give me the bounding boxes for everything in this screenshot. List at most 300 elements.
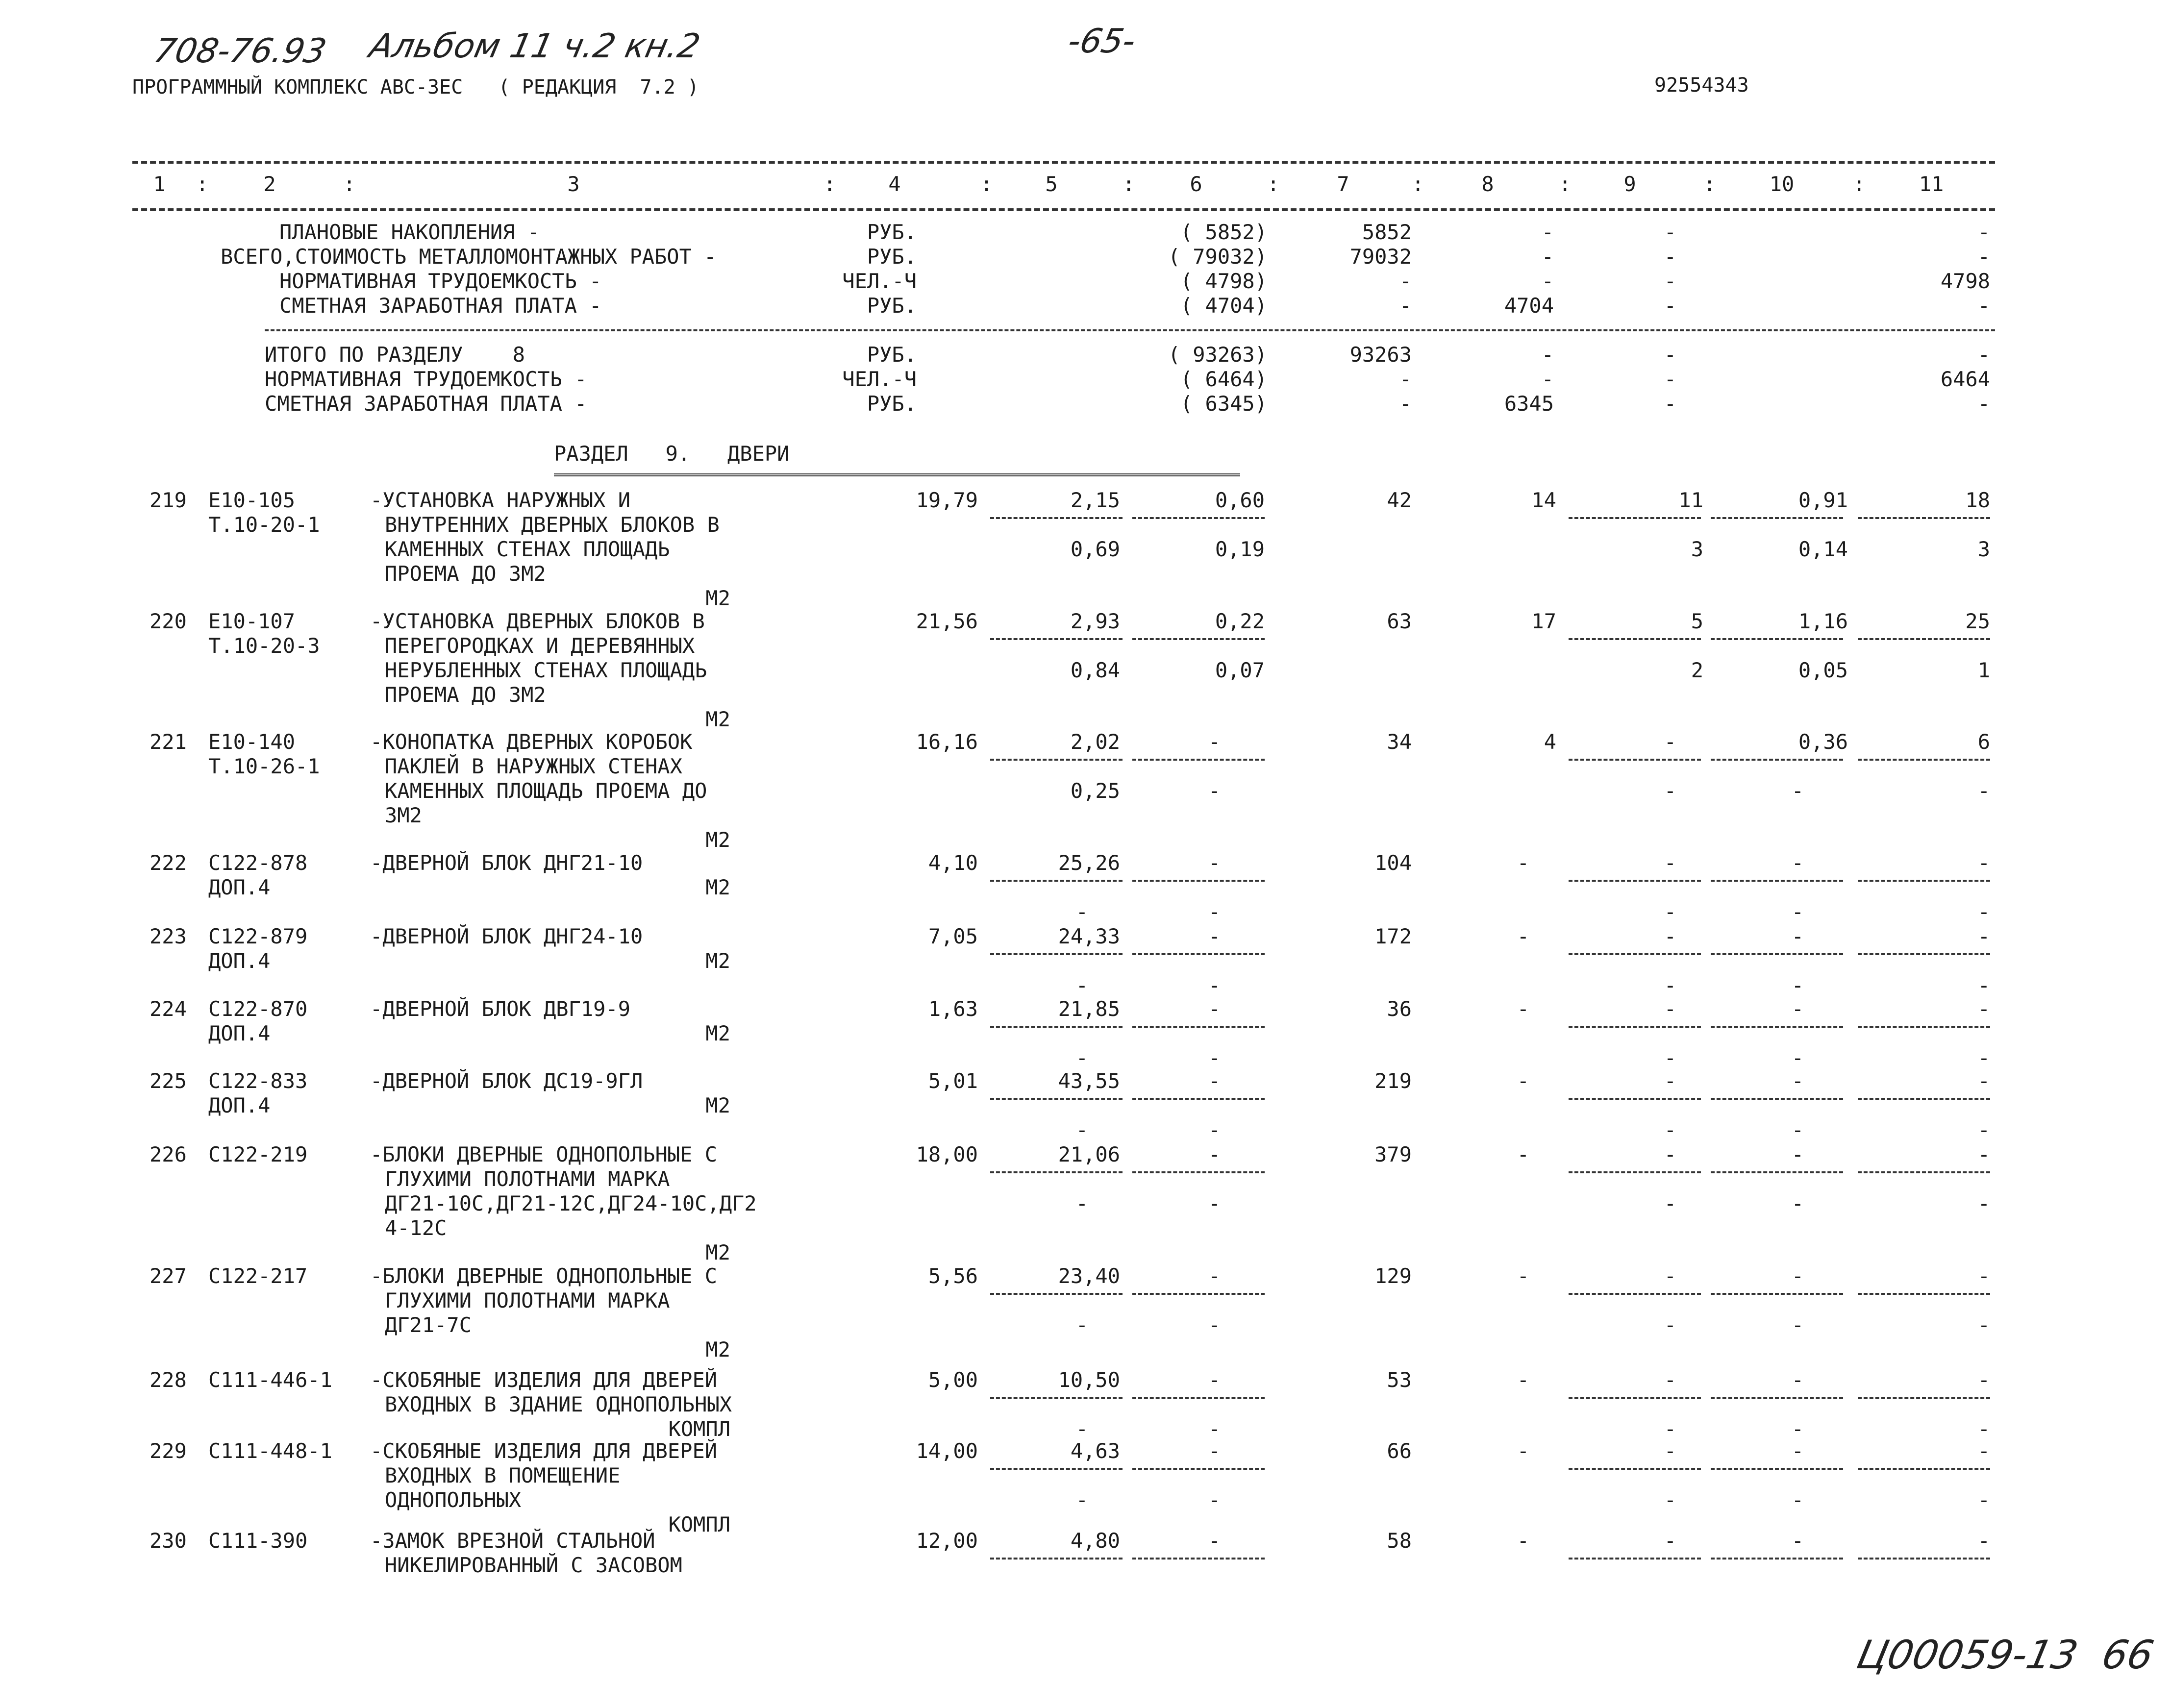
row-col10: 0,36 <box>1798 730 1848 754</box>
row-col6-sub: - <box>1208 1313 1221 1337</box>
summary-col6: ( 4704) <box>1180 294 1267 318</box>
row-col6-sub: - <box>1208 779 1221 803</box>
row-separator <box>990 880 1123 882</box>
row-number: 227 <box>150 1264 187 1288</box>
row-unit: М2 <box>705 828 730 852</box>
row-col8: - <box>1517 1529 1529 1553</box>
summary-col6: ( 4798) <box>1180 269 1267 293</box>
row-description-line: КАМЕННЫХ СТЕНАХ ПЛОЩАДЬ <box>385 537 670 561</box>
row-col11-sub: - <box>1977 1313 1990 1337</box>
row-separator <box>1858 517 1990 519</box>
row-col5-sub: - <box>1075 973 1088 997</box>
summary-unit: РУБ. <box>867 245 917 269</box>
row-col6: - <box>1208 730 1221 754</box>
row-col9: - <box>1664 1264 1676 1288</box>
row-separator <box>1569 953 1701 955</box>
section-title: РАЗДЕЛ 9. ДВЕРИ <box>554 442 790 466</box>
row-col8: - <box>1517 851 1529 875</box>
row-col9: 11 <box>1678 488 1703 512</box>
summary-unit: РУБ. <box>867 294 917 318</box>
row-description-line: НЕРУБЛЕННЫХ СТЕНАХ ПЛОЩАДЬ <box>385 658 707 682</box>
summary-col8: - <box>1541 343 1554 367</box>
row-separator <box>1858 1558 1990 1559</box>
row-col10: - <box>1791 1529 1804 1553</box>
footer-stamp: Ц00059-13 <box>1853 1632 2082 1678</box>
row-col11-sub: - <box>1977 1046 1990 1070</box>
row-col6: - <box>1208 851 1221 875</box>
row-separator <box>1711 1293 1843 1295</box>
row-unit: М2 <box>705 875 730 899</box>
row-separator <box>1858 638 1990 640</box>
summary-col8: 6345 <box>1504 392 1554 416</box>
row-code: С111-446-1 <box>208 1368 332 1392</box>
row-description-line: ОДНОПОЛЬНЫХ <box>385 1488 522 1512</box>
summary-col7: 5852 <box>1362 220 1412 244</box>
row-description-line: -БЛОКИ ДВЕРНЫЕ ОДНОПОЛЬНЫЕ С <box>370 1264 718 1288</box>
row-number: 230 <box>150 1529 187 1553</box>
row-col4: 5,00 <box>928 1368 978 1392</box>
row-col10-sub: - <box>1791 1118 1804 1142</box>
row-col9-sub: - <box>1664 1488 1676 1512</box>
row-number: 225 <box>150 1069 187 1093</box>
row-separator <box>1569 1293 1701 1295</box>
row-col11: 25 <box>1965 609 1990 633</box>
row-col4: 1,63 <box>928 997 978 1021</box>
column-header-8: 8 <box>1481 172 1494 196</box>
row-separator <box>1569 1468 1701 1470</box>
row-col4: 7,05 <box>928 924 978 948</box>
row-col9-sub: - <box>1664 900 1676 924</box>
row-code-2: ДОП.4 <box>208 875 271 899</box>
row-col8: - <box>1517 1439 1529 1463</box>
row-description-line: -ДВЕРНОЙ БЛОК ДС19-9ГЛ <box>370 1069 643 1093</box>
row-separator <box>990 1026 1123 1028</box>
row-col4: 16,16 <box>916 730 978 754</box>
row-code: Е10-105 <box>208 488 296 512</box>
row-separator <box>990 1397 1123 1399</box>
row-col7: 53 <box>1387 1368 1412 1392</box>
row-col9-sub: - <box>1664 1118 1676 1142</box>
row-col9-sub: - <box>1664 779 1676 803</box>
row-col6: - <box>1208 1264 1221 1288</box>
row-col6-sub: - <box>1208 1046 1221 1070</box>
row-col11-sub: 1 <box>1977 658 1990 682</box>
row-separator <box>1711 638 1843 640</box>
row-col10: - <box>1791 1264 1804 1288</box>
row-col10-sub: 0,05 <box>1798 658 1848 682</box>
row-code: С111-448-1 <box>208 1439 332 1463</box>
row-description-line: -СКОБЯНЫЕ ИЗДЕЛИЯ ДЛЯ ДВЕРЕЙ <box>370 1368 718 1392</box>
row-col5: 4,80 <box>1070 1529 1120 1553</box>
row-separator <box>1569 517 1701 519</box>
row-separator <box>990 953 1123 955</box>
row-col11: 18 <box>1965 488 1990 512</box>
row-number: 220 <box>150 609 187 633</box>
row-separator <box>990 1098 1123 1100</box>
row-unit: М2 <box>705 1093 730 1117</box>
row-code: С122-878 <box>208 851 308 875</box>
row-description-line: ГЛУХИМИ ПОЛОТНАМИ МАРКА <box>385 1288 670 1312</box>
summary-col8: 4704 <box>1504 294 1554 318</box>
row-col4: 14,00 <box>916 1439 978 1463</box>
row-unit: М2 <box>705 1021 730 1045</box>
summary-col6: ( 6464) <box>1180 367 1267 391</box>
row-number: 224 <box>150 997 187 1021</box>
row-separator <box>990 517 1123 519</box>
column-header-2: 2 <box>263 172 276 196</box>
summary-unit: РУБ. <box>867 220 917 244</box>
row-col10-sub: - <box>1791 1313 1804 1337</box>
row-col10-sub: - <box>1791 1046 1804 1070</box>
row-separator <box>1711 517 1843 519</box>
row-col10: 1,16 <box>1798 609 1848 633</box>
row-col5-sub: - <box>1075 1488 1088 1512</box>
column-divider: : <box>1703 172 1716 196</box>
row-col5: 2,15 <box>1070 488 1120 512</box>
summary-col7: - <box>1399 392 1412 416</box>
row-col5-sub: - <box>1075 1118 1088 1142</box>
row-col7: 58 <box>1387 1529 1412 1553</box>
row-col5-sub: - <box>1075 1191 1088 1215</box>
row-col6: - <box>1208 1439 1221 1463</box>
row-description-line: -ЗАМОК ВРЕЗНОЙ СТАЛЬНОЙ <box>370 1529 655 1553</box>
row-col9: - <box>1664 997 1676 1021</box>
row-code-2: ДОП.4 <box>208 1021 271 1045</box>
column-header-3: 3 <box>567 172 580 196</box>
row-col11: - <box>1977 1069 1990 1093</box>
row-separator <box>1711 1468 1843 1470</box>
row-col4: 5,01 <box>928 1069 978 1093</box>
summary-col9: - <box>1664 343 1676 367</box>
row-col5-sub: 0,69 <box>1070 537 1120 561</box>
row-col10: - <box>1791 924 1804 948</box>
row-description-line: ДГ21-7С <box>385 1313 472 1337</box>
row-col10: - <box>1791 1368 1804 1392</box>
column-divider: : <box>823 172 836 196</box>
summary-col9: - <box>1664 367 1676 391</box>
column-header-5: 5 <box>1045 172 1058 196</box>
row-col5: 43,55 <box>1058 1069 1120 1093</box>
row-unit: М2 <box>705 949 730 973</box>
row-col6-sub: - <box>1208 1488 1221 1512</box>
header-top-rule <box>132 161 1995 164</box>
row-col5-sub: - <box>1075 1313 1088 1337</box>
summary-col8: - <box>1541 245 1554 269</box>
row-col4: 4,10 <box>928 851 978 875</box>
row-description-line: -ДВЕРНОЙ БЛОК ДНГ24-10 <box>370 924 643 948</box>
row-description-line: ПЕРЕГОРОДКАХ И ДЕРЕВЯННЫХ <box>385 634 695 658</box>
album-title: Альбом 11 ч.2 кн.2 <box>366 27 704 66</box>
row-col10-sub: - <box>1791 779 1804 803</box>
row-separator <box>1858 880 1990 882</box>
row-separator <box>1132 1026 1265 1028</box>
row-col11: - <box>1977 1439 1990 1463</box>
row-col10: - <box>1791 997 1804 1021</box>
row-col11-sub: - <box>1977 1191 1990 1215</box>
row-description-line: ГЛУХИМИ ПОЛОТНАМИ МАРКА <box>385 1167 670 1191</box>
row-col7: 104 <box>1374 851 1412 875</box>
row-description-line: 3М2 <box>385 803 422 827</box>
summary-label: ВСЕГО,СТОИМОСТЬ МЕТАЛЛОМОНТАЖНЫХ РАБОТ - <box>221 245 717 269</box>
row-col6: - <box>1208 1142 1221 1166</box>
row-col11-sub: - <box>1977 1417 1990 1441</box>
row-separator <box>1711 1397 1843 1399</box>
summary-label: СМЕТНАЯ ЗАРАБОТНАЯ ПЛАТА - <box>279 294 602 318</box>
row-col11-sub: - <box>1977 900 1990 924</box>
row-separator <box>990 638 1123 640</box>
row-col4: 18,00 <box>916 1142 978 1166</box>
column-divider: : <box>1123 172 1135 196</box>
row-col11: - <box>1977 1264 1990 1288</box>
row-separator <box>1569 759 1701 761</box>
row-separator <box>1569 638 1701 640</box>
row-col5: 24,33 <box>1058 924 1120 948</box>
row-col10-sub: 0,14 <box>1798 537 1848 561</box>
row-separator <box>1711 759 1843 761</box>
row-separator <box>1858 1397 1990 1399</box>
row-col5: 23,40 <box>1058 1264 1120 1288</box>
row-col11-sub: - <box>1977 973 1990 997</box>
row-col5-sub: 0,84 <box>1070 658 1120 682</box>
row-separator <box>1858 1468 1990 1470</box>
program-title: ПРОГРАММНЫЙ КОМПЛЕКС АВС-ЗЕС ( РЕДАКЦИЯ 7.2 ) <box>132 76 699 99</box>
row-col11: - <box>1977 851 1990 875</box>
row-unit: М2 <box>705 586 730 610</box>
row-description-line: -КОНОПАТКА ДВЕРНЫХ КОРОБОК <box>370 730 693 754</box>
summary-col7: 93263 <box>1349 343 1412 367</box>
row-col9: - <box>1664 730 1676 754</box>
row-code: С122-833 <box>208 1069 308 1093</box>
row-separator <box>1569 1026 1701 1028</box>
row-col10: 0,91 <box>1798 488 1848 512</box>
row-col7: 42 <box>1387 488 1412 512</box>
row-separator <box>1132 759 1265 761</box>
summary-divider <box>265 329 1995 331</box>
row-col5-sub: - <box>1075 1417 1088 1441</box>
row-separator <box>1132 638 1265 640</box>
row-col9-sub: - <box>1664 973 1676 997</box>
row-code-2: Т.10-20-1 <box>208 513 320 537</box>
summary-label: СМЕТНАЯ ЗАРАБОТНАЯ ПЛАТА - <box>265 392 587 416</box>
row-col7: 34 <box>1387 730 1412 754</box>
row-col7: 219 <box>1374 1069 1412 1093</box>
row-code: С122-217 <box>208 1264 308 1288</box>
row-separator <box>1132 1558 1265 1559</box>
summary-col7: - <box>1399 294 1412 318</box>
row-col6: 0,22 <box>1215 609 1265 633</box>
summary-col9: - <box>1664 245 1676 269</box>
row-col8: - <box>1517 997 1529 1021</box>
row-description-line: -ДВЕРНОЙ БЛОК ДНГ21-10 <box>370 851 643 875</box>
row-separator <box>1132 1397 1265 1399</box>
summary-col11: 4798 <box>1940 269 1990 293</box>
row-col11-sub: - <box>1977 779 1990 803</box>
row-code: С122-870 <box>208 997 308 1021</box>
column-divider: : <box>1267 172 1280 196</box>
row-col4: 21,56 <box>916 609 978 633</box>
row-col6: - <box>1208 997 1221 1021</box>
row-separator <box>1132 1171 1265 1173</box>
row-col8: - <box>1517 1142 1529 1166</box>
row-col7: 379 <box>1374 1142 1412 1166</box>
row-separator <box>1711 1026 1843 1028</box>
row-col9-sub: 3 <box>1691 537 1703 561</box>
row-col6: 0,60 <box>1215 488 1265 512</box>
row-col7: 129 <box>1374 1264 1412 1288</box>
row-description-line: -БЛОКИ ДВЕРНЫЕ ОДНОПОЛЬНЫЕ С <box>370 1142 718 1166</box>
row-separator <box>1132 517 1265 519</box>
row-separator <box>1569 1171 1701 1173</box>
row-col10-sub: - <box>1791 973 1804 997</box>
row-description-line: КАМЕННЫХ ПЛОЩАДЬ ПРОЕМА ДО <box>385 779 707 803</box>
row-code: С122-219 <box>208 1142 308 1166</box>
row-description-line: ПРОЕМА ДО 3М2 <box>385 683 546 707</box>
row-col11: - <box>1977 1368 1990 1392</box>
row-col6-sub: 0,19 <box>1215 537 1265 561</box>
row-separator <box>1711 1171 1843 1173</box>
row-unit: М2 <box>705 1337 730 1361</box>
row-col9: 5 <box>1691 609 1703 633</box>
row-col10: - <box>1791 1142 1804 1166</box>
column-divider: : <box>980 172 993 196</box>
column-header-9: 9 <box>1623 172 1636 196</box>
row-number: 226 <box>150 1142 187 1166</box>
summary-col11: - <box>1977 220 1990 244</box>
row-col11-sub: - <box>1977 1488 1990 1512</box>
row-col5-sub: 0,25 <box>1070 779 1120 803</box>
column-divider: : <box>343 172 356 196</box>
row-description-line: -ДВЕРНОЙ БЛОК ДВГ19-9 <box>370 997 631 1021</box>
row-col8: - <box>1517 1069 1529 1093</box>
row-col4: 19,79 <box>916 488 978 512</box>
summary-col11: - <box>1977 245 1990 269</box>
row-separator <box>1858 1098 1990 1100</box>
summary-label: ПЛАНОВЫЕ НАКОПЛЕНИЯ - <box>279 220 540 244</box>
row-separator <box>1711 1098 1843 1100</box>
row-col9: - <box>1664 1069 1676 1093</box>
column-header-4: 4 <box>888 172 901 196</box>
column-header-11: 11 <box>1919 172 1944 196</box>
row-number: 219 <box>150 488 187 512</box>
summary-col7: - <box>1399 367 1412 391</box>
row-code: С111-390 <box>208 1529 308 1553</box>
row-col11: - <box>1977 924 1990 948</box>
row-col6-sub: - <box>1208 973 1221 997</box>
row-col6-sub: - <box>1208 900 1221 924</box>
row-col8: 17 <box>1531 609 1556 633</box>
row-col10-sub: - <box>1791 1488 1804 1512</box>
row-col9-sub: - <box>1664 1046 1676 1070</box>
row-col7: 36 <box>1387 997 1412 1021</box>
row-col9: - <box>1664 1439 1676 1463</box>
row-col8: - <box>1517 1264 1529 1288</box>
row-number: 221 <box>150 730 187 754</box>
row-separator <box>1569 880 1701 882</box>
row-separator <box>1858 953 1990 955</box>
section-title-underline <box>554 473 1240 476</box>
row-unit: КОМПЛ <box>668 1512 730 1536</box>
row-number: 229 <box>150 1439 187 1463</box>
row-col5: 10,50 <box>1058 1368 1120 1392</box>
row-number: 222 <box>150 851 187 875</box>
column-header-7: 7 <box>1337 172 1349 196</box>
row-description-line: -УСТАНОВКА ДВЕРНЫХ БЛОКОВ В <box>370 609 705 633</box>
row-col6-sub: - <box>1208 1118 1221 1142</box>
row-col6: - <box>1208 1529 1221 1553</box>
row-col7: 63 <box>1387 609 1412 633</box>
summary-col9: - <box>1664 269 1676 293</box>
row-code: Е10-140 <box>208 730 296 754</box>
row-col9-sub: - <box>1664 1417 1676 1441</box>
row-col5: 2,93 <box>1070 609 1120 633</box>
row-separator <box>1132 1098 1265 1100</box>
row-col5-sub: - <box>1075 1046 1088 1070</box>
summary-col7: - <box>1399 269 1412 293</box>
summary-col6: ( 5852) <box>1180 220 1267 244</box>
header-bottom-rule <box>132 208 1995 211</box>
row-separator <box>1858 1293 1990 1295</box>
sheet-number: 66 <box>2098 1632 2158 1678</box>
row-col9: - <box>1664 924 1676 948</box>
row-col11: 6 <box>1977 730 1990 754</box>
row-col9-sub: 2 <box>1691 658 1703 682</box>
summary-col8: - <box>1541 269 1554 293</box>
summary-col11: 6464 <box>1940 367 1990 391</box>
summary-col11: - <box>1977 294 1990 318</box>
column-header-6: 6 <box>1190 172 1202 196</box>
summary-label: НОРМАТИВНАЯ ТРУДОЕМКОСТЬ - <box>279 269 602 293</box>
row-description-line: ВХОДНЫХ В ПОМЕЩЕНИЕ <box>385 1463 621 1487</box>
column-divider: : <box>196 172 209 196</box>
column-divider: : <box>1853 172 1866 196</box>
row-col6-sub: - <box>1208 1417 1221 1441</box>
column-divider: : <box>1412 172 1424 196</box>
row-col5: 25,26 <box>1058 851 1120 875</box>
row-code-2: Т.10-26-1 <box>208 754 320 778</box>
row-col6-sub: 0,07 <box>1215 658 1265 682</box>
row-col11: - <box>1977 1142 1990 1166</box>
row-col6: - <box>1208 1368 1221 1392</box>
row-separator <box>990 1558 1123 1559</box>
column-header-1: 1 <box>153 172 166 196</box>
row-separator <box>990 1468 1123 1470</box>
row-separator <box>1711 953 1843 955</box>
row-separator <box>1132 953 1265 955</box>
summary-col9: - <box>1664 294 1676 318</box>
row-separator <box>1858 759 1990 761</box>
row-description-line: ВХОДНЫХ В ЗДАНИЕ ОДНОПОЛЬНЫХ <box>385 1392 732 1416</box>
row-col5: 2,02 <box>1070 730 1120 754</box>
row-col11: - <box>1977 1529 1990 1553</box>
row-col10-sub: - <box>1791 1191 1804 1215</box>
row-col5-sub: - <box>1075 900 1088 924</box>
row-col9: - <box>1664 1142 1676 1166</box>
doc-code: 708-76.93 <box>150 32 330 71</box>
row-description-line: ПАКЛЕЙ В НАРУЖНЫХ СТЕНАХ <box>385 754 682 778</box>
row-col10: - <box>1791 1439 1804 1463</box>
summary-unit: РУБ. <box>867 392 917 416</box>
row-col9: - <box>1664 1529 1676 1553</box>
row-description-line: ПРОЕМА ДО 3М2 <box>385 562 546 586</box>
row-code-2: ДОП.4 <box>208 949 271 973</box>
row-description-line: -УСТАНОВКА НАРУЖНЫХ И <box>370 488 631 512</box>
row-col8: - <box>1517 924 1529 948</box>
row-unit: М2 <box>705 707 730 731</box>
row-separator <box>1569 1558 1701 1559</box>
summary-col6: ( 6345) <box>1180 392 1267 416</box>
row-separator <box>1858 1171 1990 1173</box>
row-code: С122-879 <box>208 924 308 948</box>
